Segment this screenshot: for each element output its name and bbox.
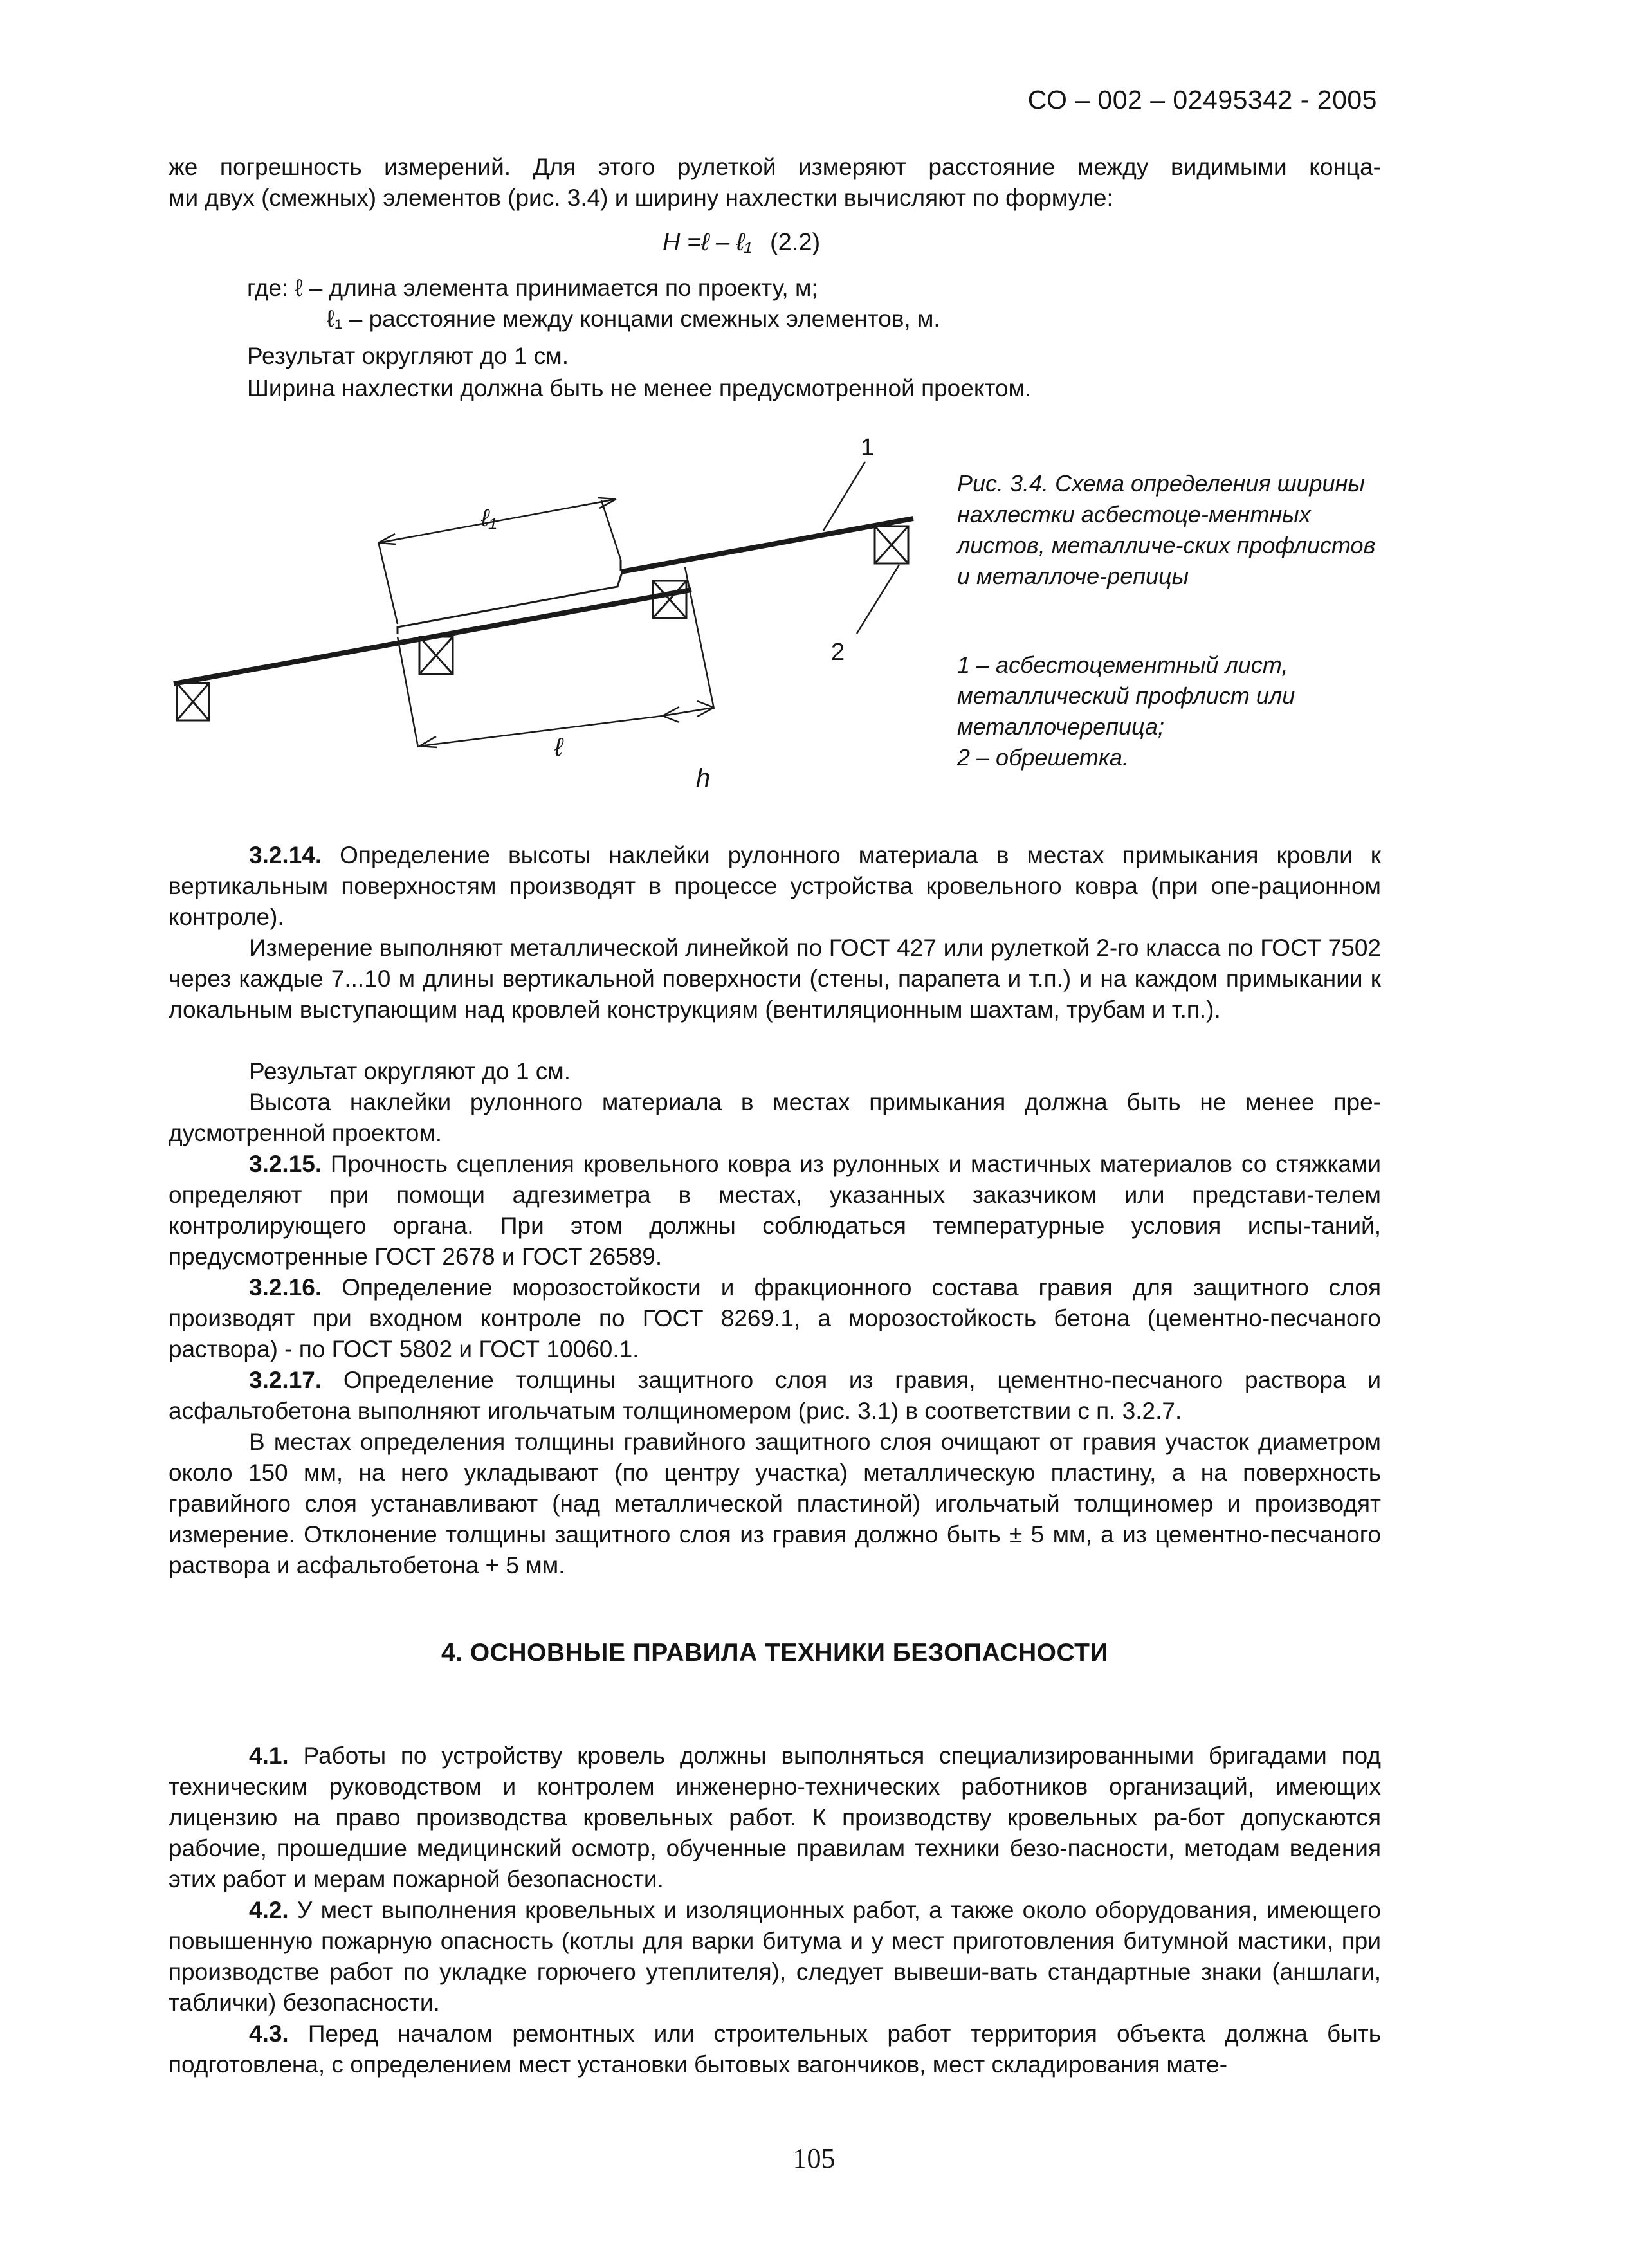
section-number: 3.2.16. [249,1274,322,1301]
intro-line-2: ми двух (смежных) элементов (рис. 3.4) и ширину нахлестки вычисляют по формуле: [169,185,1113,211]
section-number: 3.2.15. [249,1151,322,1177]
chapter-4-heading: 4. ОСНОВНЫЕ ПРАВИЛА ТЕХНИКИ БЕЗОПАСНОСТИ [441,1639,1108,1667]
section-number: 4.1. [249,1742,289,1769]
section-number: 3.2.17. [249,1367,322,1393]
batten-middle-left [419,637,453,674]
figure-legend-1: 1 – асбестоцементный лист, металлический профлист или металлочерепица; [957,652,1295,740]
section-3-2-14-height: Высота наклейки рулонного материала в местах примыкания должна быть не менее пре-дусмотренной проектом. [169,1089,1381,1146]
section-3-2-17: 3.2.17. Определение толщины защитного слоя из гравия, цементно-песчаного раствора и асфальтобетона выполняют игольчатым толщиномером (рис. 3.1) в соответствии с п. 3.2.7. [169,1367,1381,1424]
page-number: 105 [792,2143,836,2174]
section-3-2-15: 3.2.15. Прочность сцепления кровельного ковра из рулонных и мастичных материалов со стяжками определяют при помощи адгезиметра в местах, указанных заказчиком или представи-телем контролирующего органа. При этом должны соблюдаться температурные условия испы-таний, предусмотренные ГОСТ 2678 и ГОСТ 26589. [169,1151,1381,1270]
figure-label-h: h [696,764,711,792]
figure-label-l1: ℓ₁ [481,505,497,532]
figure-label-1: 1 [861,434,875,461]
section-4-3: 4.3. Перед началом ремонтных или строительных работ территория объекта должна быть подготовлена, с определением мест установки бытовых вагончиков, мест складирования мате- [169,2020,1381,2078]
figure-3-4-diagram [0,0,1628,823]
formula-expression: H =ℓ – ℓ₁ [663,229,752,256]
dimension-l1 [378,499,616,543]
section-number: 4.3. [249,2020,289,2047]
roof-sheet-upper [621,518,913,572]
section-3-2-14: 3.2.14. Определение высоты наклейки рулонного материала в местах примыкания кровли к вертикальным поверхностям производят в процессе устройства кровельного ковра (при опе-рационном контроле). [169,842,1381,930]
figure-legend-2: 2 – обрешетка. [957,744,1129,771]
batten-left [177,683,209,720]
section-3-2-16: 3.2.16. Определение морозостойкости и фракционного состава гравия для защитного слоя производят при входном контроле по ГОСТ 8269.1, а морозостойкость бетона (цементно-песчаного раствора) - по ГОСТ 5802 и ГОСТ 10060.1. [169,1274,1381,1362]
section-3-2-14-rounding: Результат округляют до 1 см. [249,1058,571,1084]
figure-label-2: 2 [831,639,845,666]
section-4-1: 4.1. Работы по устройству кровель должны выполняться специализированными бригадами под техническим руководством и контролем инженерно-технических работников организаций, имеющих лицензию на право производства кровельных работ. К производству кровельных ра-бот допускаются рабочие, прошедшие медицинский осмотр, обученные правилам техники безо-пасности, методам ведения этих работ и мерам пожарной безопасности. [169,1742,1381,1892]
section-4-2: 4.2. У мест выполнения кровельных и изоляционных работ, а также около оборудования, имеющего повышенную пожарную опасность (котлы для варки битума и у мест приготовления битумной мастики, при производстве работ по укладке горючего утеплителя), следует вывеши-вать стандартные знаки (аншлаги, таблички) безопасности. [169,1897,1381,2016]
result-rounding: Результат округляют до 1 см. [247,343,569,369]
document-code: СО – 002 – 02495342 - 2005 [1027,85,1377,114]
intro-line-1: же погрешность измерений. Для этого рулеткой измеряют расстояние между видимыми конца- [169,154,1381,180]
batten-middle-right [653,581,686,618]
section-number: 4.2. [249,1897,289,1923]
where-line-1: где: ℓ – длина элемента принимается по проекту, м; [247,275,818,301]
figure-label-l: ℓ [554,733,563,762]
section-number: 3.2.14. [249,842,322,868]
batten-right [875,526,908,563]
overlap-requirement: Ширина нахлестки должна быть не менее предусмотренной проектом. [247,375,1032,401]
section-3-2-14-measurement: Измерение выполняют металлической линейкой по ГОСТ 427 или рулеткой 2-го класса по ГОСТ 7502 через каждые 7...10 м длины вертикальной поверхности (стены, парапета и т.п.) и на каждом примыкании к локальным выступающим над кровлей конструкциям (вентиляционным шахтам, трубам и т.п.). [169,935,1381,1023]
leader-1 [823,462,865,531]
section-3-2-17-procedure: В местах определения толщины гравийного защитного слоя очищают от гравия участок диаметром около 150 мм, на него укладывают (по центру участка) металлическую пластину, а на поверхность гравийного слоя устанавливают (над металлической пластиной) игольчатый толщиномер и производят измерение. Отклонение толщины защитного слоя из гравия должно быть ± 5 мм, а из цементно-песчаного раствора и асфальтобетона + 5 мм. [169,1429,1381,1578]
figure-caption: Рис. 3.4. Схема определения ширины нахлестки асбестоце-ментных листов, металличе-ских профлистов и металлоче-репицы [957,470,1376,589]
leader-2 [857,565,899,634]
where-line-2: ℓ₁ – расстояние между концами смежных элементов, м. [327,306,940,332]
formula-number: (2.2) [770,229,821,256]
dimension-l [419,716,663,746]
